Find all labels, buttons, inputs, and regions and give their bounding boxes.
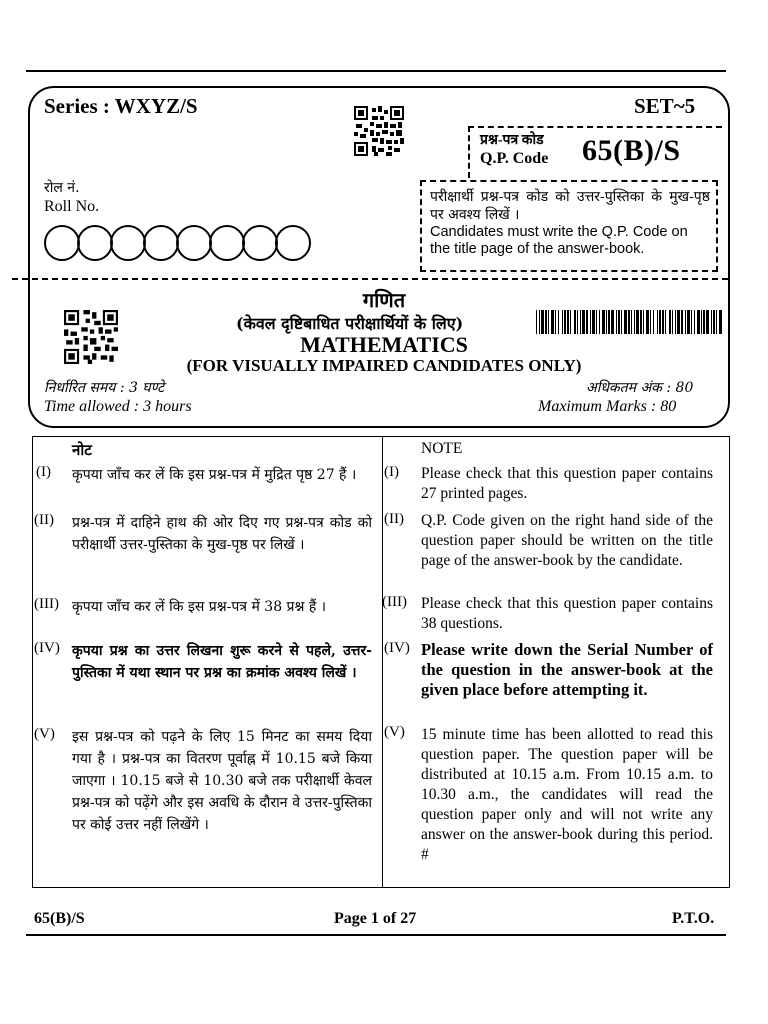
time-allowed-hindi: निर्धारित समय : 3 घण्टे <box>44 380 165 396</box>
subject-subtitle-hindi: (केवल दृष्टिबाधित परीक्षार्थियों के लिए) <box>236 314 464 333</box>
item-number: (V) <box>384 724 405 740</box>
cut-line <box>12 278 728 280</box>
candidate-note-box <box>420 180 718 272</box>
instruction-hindi: प्रश्न-पत्र में दाहिने हाथ की ओर दिए गए प्रश्न-पत्र कोड को परीक्षार्थी उत्तर-पुस्तिका के मुख-पृष्ठ पर लिखें । <box>72 515 372 553</box>
roll-digit-box[interactable] <box>143 225 179 261</box>
instruction-hindi: इस प्रश्न-पत्र को पढ़ने के लिए 15 मिनट का समय दिया गया है । प्रश्न-पत्र का वितरण पूर्वाह्न में 10.15 बजे किया जाएगा । 10.15 बजे से 10.30 बजे तक परीक्षार्थी केवल प्रश्न-पत्र को पढ़ेंगे और इस अवधि के दौरान वे उत्तर-पुस्तिका पर कोई उत्तर नहीं लिखेंगे । <box>72 729 372 833</box>
instruction-english: Please check that this question paper contains 27 printed pages. <box>421 465 713 502</box>
roll-digit-box[interactable] <box>110 225 146 261</box>
roll-digit-box[interactable] <box>275 225 311 261</box>
qr-code-icon <box>64 310 118 364</box>
footer-rule <box>26 934 726 936</box>
time-allowed: Time allowed : 3 hours <box>44 398 192 415</box>
top-rule <box>26 70 726 72</box>
item-number: (IV) <box>384 640 410 656</box>
item-number: (III) <box>382 594 407 610</box>
roll-no-boxes <box>44 225 308 261</box>
footer-qp-code: 65(B)/S <box>34 910 85 927</box>
instruction-english: Please check that this question paper contains 38 questions. <box>421 595 713 632</box>
instruction-hindi: कृपया प्रश्न का उत्तर लिखना शुरू करने से पहले, उत्तर-पुस्तिका में यथा स्थान पर प्रश्न का क्रमांक अवश्य लिखें । <box>72 643 372 681</box>
subject-subtitle: (FOR VISUALLY IMPAIRED CANDIDATES ONLY) <box>186 356 582 375</box>
item-number-hindi: (I) <box>36 464 51 480</box>
instruction-hindi: कृपया जाँच कर लें कि इस प्रश्न-पत्र में मुद्रित पृष्ठ 27 हैं । <box>72 467 357 483</box>
qr-code-icon <box>354 106 404 156</box>
instructions-heading-hindi: नोट <box>72 441 92 459</box>
instructions-heading: NOTE <box>421 440 463 457</box>
roll-no-hindi: रोल नं. <box>44 180 80 196</box>
subject-title-hindi: गणित <box>362 288 406 312</box>
roll-digit-box[interactable] <box>77 225 113 261</box>
barcode-icon <box>536 310 722 338</box>
item-number-hindi: (II) <box>34 512 54 528</box>
instruction-hindi: कृपया जाँच कर लें कि इस प्रश्न-पत्र में 38 प्रश्न हैं । <box>72 599 327 615</box>
maximum-marks-hindi: अधिकतम अंक : 80 <box>586 380 694 396</box>
series-label: Series : WXYZ/S <box>44 94 198 118</box>
qp-code-value: 65(B)/S <box>582 134 681 167</box>
qp-code-hindi-label: प्रश्न-पत्र कोड <box>480 133 544 148</box>
qp-code-label: Q.P. Code <box>480 150 549 167</box>
set-label: SET~5 <box>634 94 696 118</box>
roll-digit-box[interactable] <box>176 225 212 261</box>
item-number: (II) <box>384 511 404 527</box>
instruction-english: Q.P. Code given on the right hand side of the question paper should be written on the title page of the answer-book by the candidate. <box>421 512 713 569</box>
roll-digit-box[interactable] <box>209 225 245 261</box>
subject-title: MATHEMATICS <box>300 332 468 357</box>
item-number-hindi: (V) <box>34 726 55 742</box>
roll-digit-box[interactable] <box>44 225 80 261</box>
candidate-note-english: Candidates must write the Q.P. Code on the title page of the answer-book. <box>430 224 688 257</box>
item-number-hindi: (III) <box>34 596 59 612</box>
pto-label: P.T.O. <box>672 910 715 927</box>
roll-no-label: Roll No. <box>44 198 100 215</box>
candidate-note-hindi: परीक्षार्थी प्रश्न-पत्र कोड को उत्तर-पुस्तिका के मुख-पृष्ठ पर अवश्य लिखें । <box>430 189 710 223</box>
item-number: (I) <box>384 464 399 480</box>
instruction-english: Please write down the Serial Number of the question in the answer-book at the given place before attempting it. <box>421 640 713 699</box>
page-number: Page 1 of 27 <box>334 910 417 927</box>
item-number-hindi: (IV) <box>34 640 60 656</box>
roll-digit-box[interactable] <box>242 225 278 261</box>
column-divider <box>382 436 383 888</box>
maximum-marks: Maximum Marks : 80 <box>538 398 677 415</box>
instruction-english: 15 minute time has been allotted to read this question paper. The question paper will be distributed at 10.15 a.m. From 10.15 a.m. to 10.30 a.m., the candidates will read the question paper only and will not write any answer on the answer-book during this period. # <box>421 726 713 863</box>
